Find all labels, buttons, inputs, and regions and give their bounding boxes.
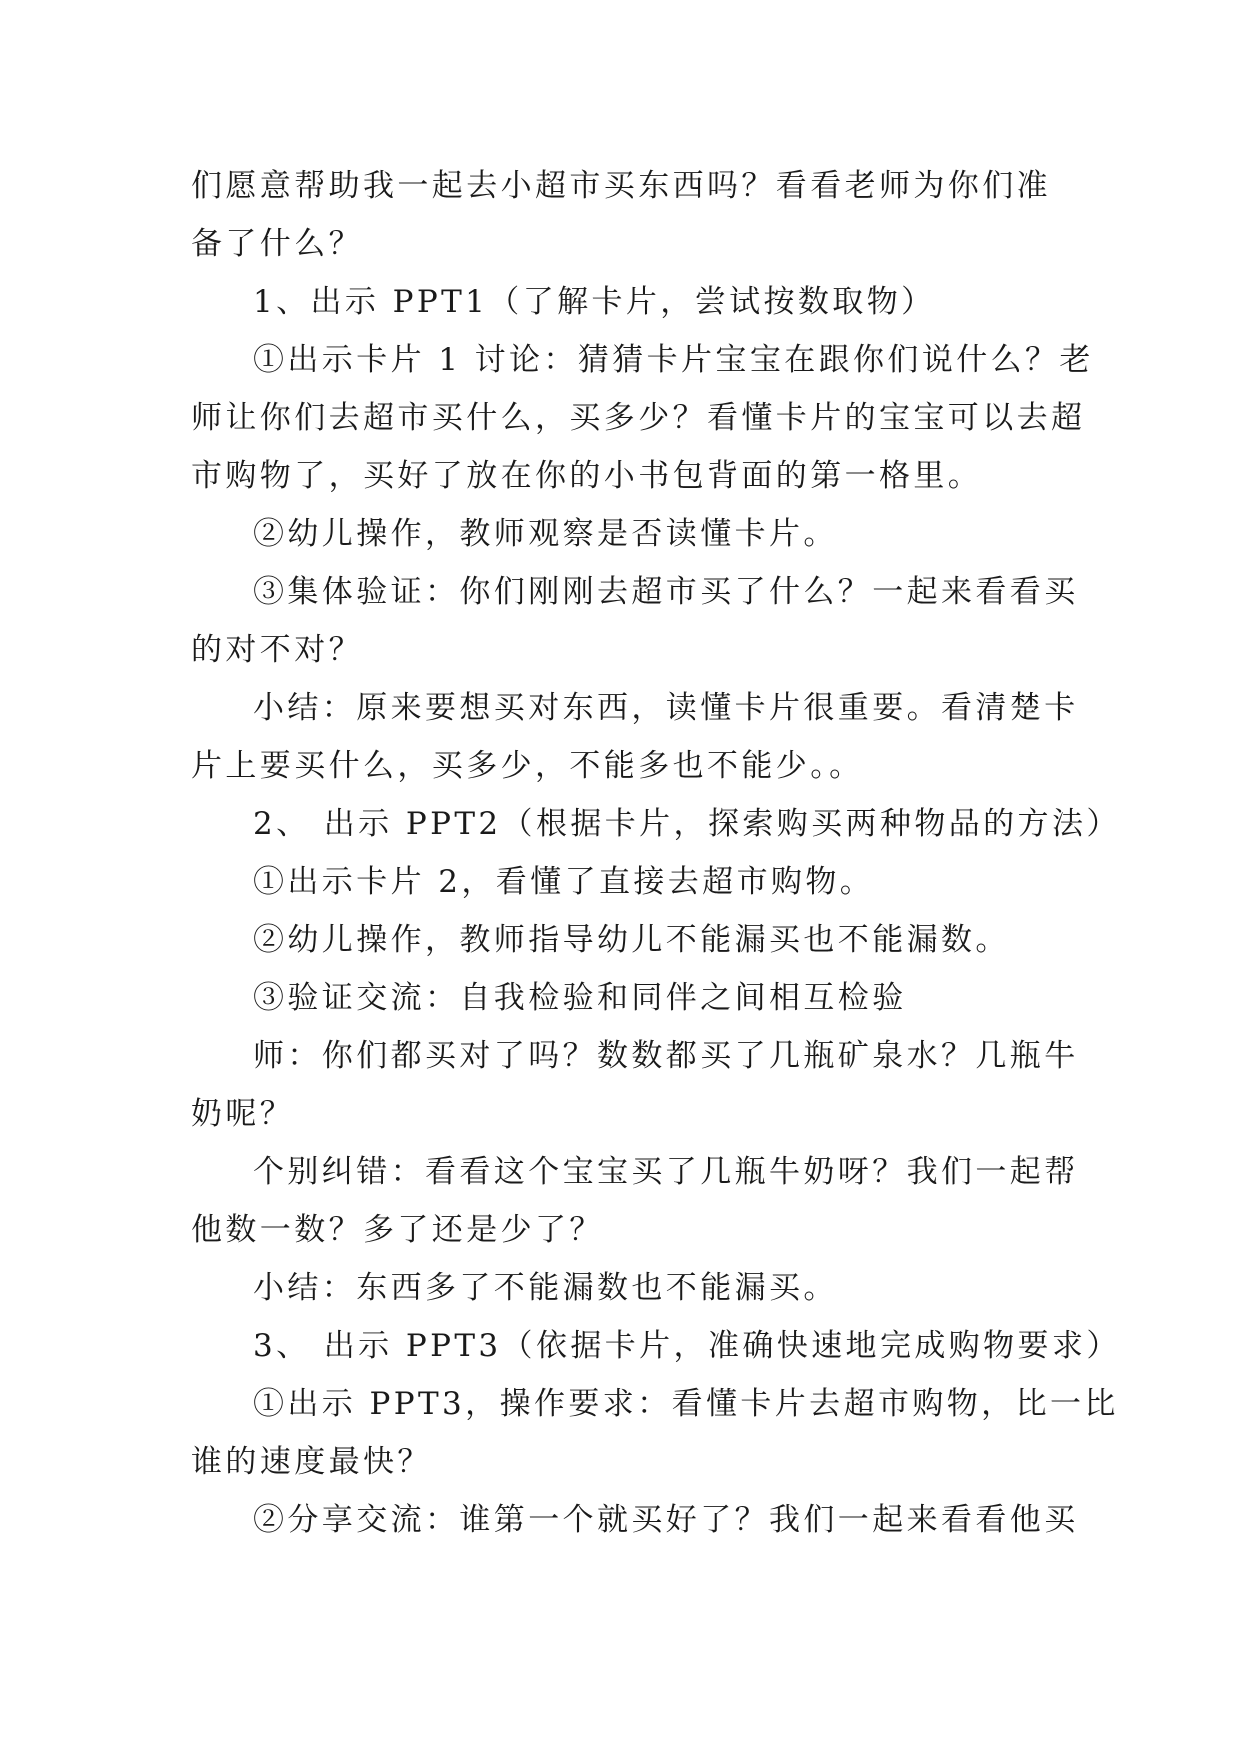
text-line: 他数一数？多了还是少了？ [191,1212,604,1248]
text-line: 们愿意帮助我一起去小超市买东西吗？看看老师为你们准 [191,168,1051,204]
text-line: 小结：东西多了不能漏数也不能漏买。 [253,1270,838,1306]
text-line: 市购物了，买好了放在你的小书包背面的第一格里。 [191,458,983,494]
text-line: ③验证交流：自我检验和同伴之间相互检验 [253,980,907,1016]
text-line: ③集体验证：你们刚刚去超市买了什么？一起来看看买 [253,574,1079,610]
document-body [191,157,1121,1549]
text-line: 谁的速度最快？ [191,1444,432,1480]
text-line: 个别纠错：看看这个宝宝买了几瓶牛奶呀？我们一起帮 [253,1154,1079,1190]
text-line: 片上要买什么，买多少，不能多也不能少。。 [191,748,864,784]
text-line: 师让你们去超市买什么，买多少？看懂卡片的宝宝可以去超 [191,400,1086,436]
text-line: ②分享交流：谁第一个就买好了？我们一起来看看他买 [253,1502,1079,1538]
text-line: ②幼儿操作，教师观察是否读懂卡片。 [253,516,838,552]
text-line: 师：你们都买对了吗？数数都买了几瓶矿泉水？几瓶牛 [253,1038,1079,1074]
text-line: ①出示 PPT3，操作要求：看懂卡片去超市购物，比一比 [253,1386,1119,1422]
text-line: ①出示卡片 2，看懂了直接去超市购物。 [253,864,875,900]
text-line: 3、 出示 PPT3（依据卡片，准确快速地完成购物要求） [253,1328,1121,1364]
text-line: ①出示卡片 1 讨论：猜猜卡片宝宝在跟你们说什么？老 [253,342,1094,378]
text-line: 1、出示 PPT1（了解卡片，尝试按数取物） [253,284,936,320]
text-line: 备了什么？ [191,226,363,262]
text-line: 奶呢？ [191,1096,295,1132]
text-line: 小结：原来要想买对东西，读懂卡片很重要。看清楚卡 [253,690,1079,726]
text-line: 的对不对？ [191,632,363,668]
text-line: 2、 出示 PPT2（根据卡片，探索购买两种物品的方法） [253,806,1121,842]
text-line: ②幼儿操作，教师指导幼儿不能漏买也不能漏数。 [253,922,1010,958]
